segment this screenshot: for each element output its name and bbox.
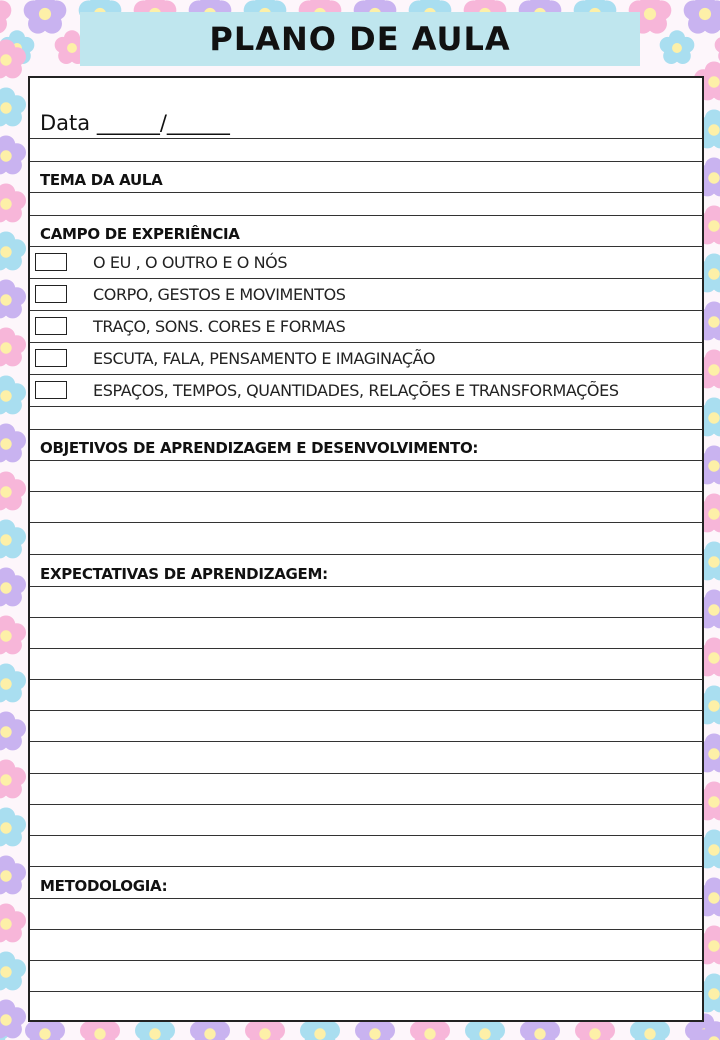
writing-line[interactable] (30, 961, 702, 992)
flower-decoration (0, 807, 26, 846)
flower-decoration (0, 279, 26, 318)
flower-decoration (660, 30, 695, 64)
objetivos-header-row (30, 430, 702, 461)
campo-option-label: CORPO, GESTOS E MOVIMENTOS (93, 285, 346, 304)
writing-line[interactable] (30, 649, 702, 680)
flower-decoration (0, 183, 26, 222)
flower-decoration (0, 471, 26, 510)
flower-decoration (0, 999, 26, 1038)
flower-decoration (0, 327, 26, 366)
flower-decoration (0, 375, 26, 414)
blank-line[interactable] (30, 407, 702, 430)
flower-decoration (0, 711, 26, 750)
writing-line[interactable] (30, 587, 702, 618)
checkbox[interactable] (35, 253, 67, 271)
checkbox[interactable] (35, 381, 67, 399)
metodologia-label: METODOLOGIA: (40, 877, 168, 895)
writing-line[interactable] (30, 618, 702, 649)
campo-header-row (30, 216, 702, 247)
checkbox[interactable] (35, 285, 67, 303)
flower-decoration (0, 231, 26, 270)
campo-option-label: O EU , O OUTRO E O NÓS (93, 253, 288, 272)
writing-line[interactable] (30, 680, 702, 711)
writing-line[interactable] (30, 492, 702, 523)
flower-decoration (684, 0, 720, 34)
campo-option-row[interactable] (30, 247, 702, 279)
flower-decoration (0, 519, 26, 558)
writing-line[interactable] (30, 805, 702, 836)
flower-decoration (0, 951, 26, 990)
writing-line[interactable] (30, 992, 702, 1020)
date-row[interactable] (30, 78, 702, 139)
writing-line[interactable] (30, 461, 702, 492)
flower-decoration (0, 135, 26, 174)
flower-decoration (0, 423, 26, 462)
flower-decoration (0, 615, 26, 654)
campo-option-row[interactable] (30, 279, 702, 311)
flower-decoration (0, 759, 26, 798)
objetivos-label: OBJETIVOS DE APRENDIZAGEM E DESENVOLVIMENTO: (40, 439, 479, 457)
metodologia-header-row (30, 867, 702, 899)
campo-option-label: ESPAÇOS, TEMPOS, QUANTIDADES, RELAÇÕES E TRANSFORMAÇÕES (93, 381, 619, 400)
writing-line[interactable] (30, 742, 702, 774)
date-label: Data ______/______ (40, 111, 230, 135)
tema-answer-line[interactable] (30, 193, 702, 216)
writing-line[interactable] (30, 836, 702, 867)
flower-decoration (0, 903, 26, 942)
campo-option-label: TRAÇO, SONS. CORES E FORMAS (93, 317, 346, 336)
blank-line[interactable] (30, 139, 702, 162)
tema-label: TEMA DA AULA (40, 171, 163, 189)
flower-decoration (0, 87, 26, 126)
campo-option-row[interactable] (30, 375, 702, 407)
lesson-plan-form (28, 76, 704, 1022)
campo-option-row[interactable] (30, 311, 702, 343)
writing-line[interactable] (30, 523, 702, 555)
campo-label: CAMPO DE EXPERIÊNCIA (40, 225, 240, 243)
flower-decoration (24, 0, 67, 34)
writing-line[interactable] (30, 930, 702, 961)
writing-line[interactable] (30, 711, 702, 742)
writing-line[interactable] (30, 899, 702, 930)
checkbox[interactable] (35, 317, 67, 335)
checkbox[interactable] (35, 349, 67, 367)
flower-decoration (0, 855, 26, 894)
writing-line[interactable] (30, 774, 702, 805)
campo-option-label: ESCUTA, FALA, PENSAMENTO E IMAGINAÇÃO (93, 349, 436, 368)
flower-decoration (0, 567, 26, 606)
page-title: PLANO DE AULA (80, 12, 640, 66)
campo-option-row[interactable] (30, 343, 702, 375)
expectativas-label: EXPECTATIVAS DE APRENDIZAGEM: (40, 565, 328, 583)
tema-header-row (30, 162, 702, 193)
flower-decoration (0, 0, 11, 34)
flower-decoration (0, 663, 26, 702)
flower-decoration (715, 30, 720, 64)
expectativas-header-row (30, 555, 702, 587)
